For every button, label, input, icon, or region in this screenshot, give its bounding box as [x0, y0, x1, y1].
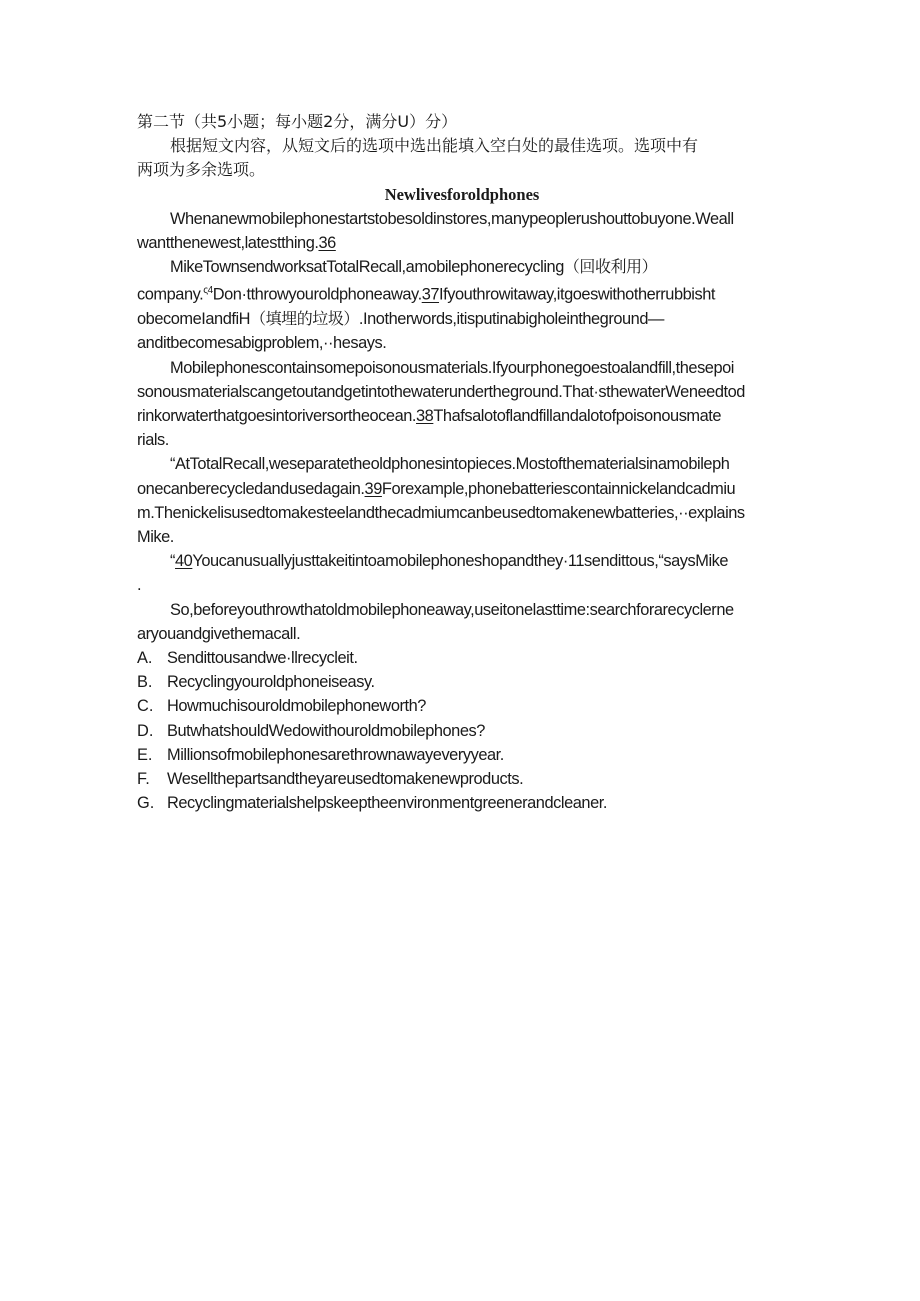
blank-39: 39: [364, 479, 382, 498]
blank-36: 36: [318, 234, 336, 253]
option-e: [137, 743, 787, 767]
options-list: [137, 646, 787, 815]
option-text: ButwhatshouldWedowithouroldmobilephones?: [167, 721, 485, 740]
option-letter: E.: [137, 745, 153, 764]
passage-line: [137, 307, 787, 331]
passage-text: Youcanusuallyjusttakeitintoamobilephoneshopandthey·11sendittous,“saysMike: [192, 552, 729, 571]
option-a: [137, 646, 787, 670]
section-header: 第二节（共5小题；每小题2分，满分U）分）: [137, 112, 458, 131]
blank-37: 37: [421, 285, 440, 304]
passage-text: rinkorwaterthatgoesintoriversortheocean.: [137, 406, 417, 425]
passage-line: [137, 279, 787, 307]
passage-line: .: [137, 576, 142, 595]
option-g: [137, 791, 787, 815]
option-text: Sendittousandwe·llrecycleit.: [167, 648, 358, 667]
blank-38: 38: [416, 406, 434, 425]
option-letter: A.: [137, 648, 153, 667]
option-b: [137, 670, 787, 694]
passage-text: Ifyouthrowitaway,itgoeswithotherrubbisht: [439, 285, 715, 304]
chinese-gloss: （回收利用）: [563, 257, 658, 277]
option-c: [137, 694, 787, 718]
passage-text: MikeTownsendworksatTotalRecall,amobilephonerecycling: [170, 258, 564, 277]
passage-line: [137, 404, 787, 428]
instructions-line-1: 根据短文内容，从短文后的选项中选出能填入空白处的最佳选项。选项中有: [170, 136, 699, 156]
passage-line: sonousmaterialscangetoutandgetintothewaterundertheground.That·sthewaterWeneedtod: [137, 382, 745, 401]
passage-text: company.: [137, 285, 204, 304]
instructions-line-2: 两项为多余选项。: [137, 160, 266, 180]
passage-text: Forexample,phonebatteriescontainnickelandcadmiu: [381, 479, 736, 498]
option-letter: B.: [137, 673, 153, 692]
passage-line: Mike.: [137, 527, 174, 546]
option-text: Wesellthepartsandtheyareusedtomakenewproducts.: [167, 769, 524, 788]
passage-text: Thafsalotoflandfillandalotofpoisonousmate: [433, 406, 722, 425]
option-letter: F.: [137, 769, 150, 788]
option-text: Millionsofmobilephonesarethrownawayeveryyear.: [167, 745, 504, 764]
passage-line: m.Thenickelisusedtomakesteelandthecadmiumcanbeusedtomakenewbatteries,··explains: [137, 503, 745, 522]
passage-line: [137, 549, 787, 573]
passage-line: Mobilephonescontainsomepoisonousmaterials.Ifyourphonegoestoalandfill,thesepoi: [170, 358, 735, 377]
passage-text: onecanberecycledandusedagain.: [137, 479, 365, 498]
passage-text: wantthenewest,latestthing.: [137, 234, 319, 253]
passage-title: Newlivesforoldphones: [384, 184, 540, 204]
option-text: Recyclingyouroldphoneiseasy.: [167, 673, 375, 692]
option-d: [137, 719, 787, 743]
option-letter: D.: [137, 721, 154, 740]
option-f: [137, 767, 787, 791]
passage-text: .Inotherwords,itisputinabigholeintheground—: [358, 310, 664, 329]
superscript-mark: ς4: [203, 285, 213, 297]
chinese-gloss: （填埋的垃圾）: [250, 309, 359, 329]
passage-line: So,beforeyouthrowthatoldmobilephoneaway,useitonelasttime:searchforarecyclerne: [170, 600, 734, 619]
passage-text: obecomeIandfiH: [137, 310, 251, 329]
passage-text: Don·tthrowyouroldphoneaway.: [212, 285, 422, 304]
passage-line: anditbecomesabigproblem,··hesays.: [137, 334, 387, 353]
blank-40: 40: [175, 552, 193, 571]
passage-line: “AtTotalRecall,weseparatetheoldphonesintopieces.Mostofthematerialsinamobileph: [170, 455, 730, 474]
passage-line: aryouandgivethemacall.: [137, 624, 301, 643]
exam-section: [137, 110, 787, 815]
passage-line: Whenanewmobilephonestartstobesoldinstores,manypeoplerushouttobuyone.Weall: [170, 209, 734, 228]
option-text: Recyclingmaterialshelpskeeptheenvironmentgreenerandcleaner.: [167, 794, 607, 813]
passage-line: rials.: [137, 431, 169, 450]
option-text: Howmuchisouroldmobilephoneworth?: [167, 697, 426, 716]
option-letter: G.: [137, 794, 155, 813]
passage-line: [137, 477, 787, 501]
passage-line: [137, 231, 787, 255]
passage-text: “: [170, 552, 176, 571]
option-letter: C.: [137, 697, 154, 716]
passage-line: [137, 255, 787, 279]
